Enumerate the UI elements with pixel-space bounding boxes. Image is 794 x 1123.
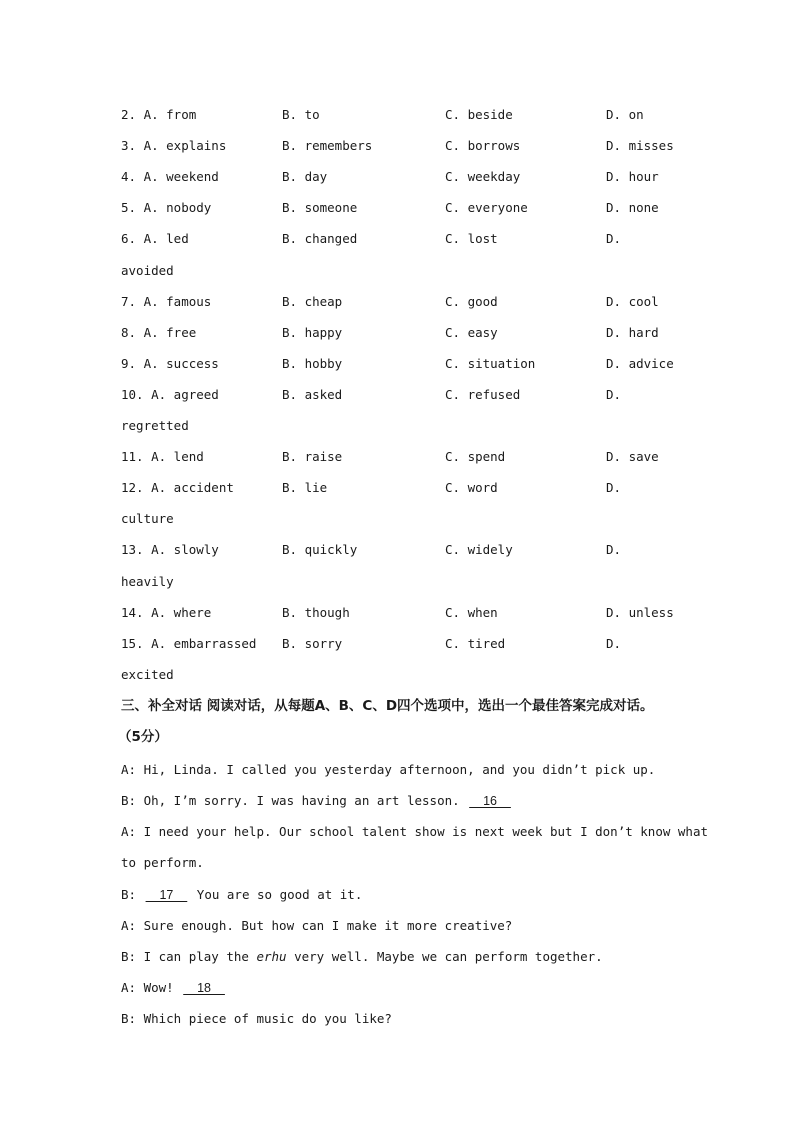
- question-option: 9. A. success: [121, 356, 219, 371]
- question-option: B. day: [282, 169, 328, 184]
- question-option: B. though: [282, 605, 350, 620]
- dialogue-speaker: B:: [121, 887, 144, 902]
- question-option: 5. A. nobody: [121, 200, 212, 215]
- question-option: C. good: [445, 294, 498, 309]
- question-option: B. someone: [282, 200, 358, 215]
- question-option-wrap: regretted: [121, 418, 189, 433]
- dialogue-line-2: [121, 793, 513, 809]
- question-option: C. lost: [445, 231, 498, 246]
- dialogue-line-3-cont: to perform.: [121, 855, 204, 870]
- question-option: C. word: [445, 480, 498, 495]
- question-option: C. situation: [445, 356, 536, 371]
- question-option: 14. A. where: [121, 605, 212, 620]
- dialogue-italic-word: erhu: [256, 949, 287, 964]
- question-option: D.: [606, 387, 622, 402]
- question-option: C. easy: [445, 325, 498, 340]
- question-option: 10. A. agreed: [121, 387, 219, 402]
- question-option: B. sorry: [282, 636, 343, 651]
- question-option: C. widely: [445, 542, 513, 557]
- question-option: D. misses: [606, 138, 674, 153]
- dialogue-line-5: A: Sure enough. But how can I make it more creative?: [121, 918, 513, 933]
- question-option: 6. A. led: [121, 231, 189, 246]
- question-option-wrap: avoided: [121, 263, 174, 278]
- question-option: D. hard: [606, 325, 659, 340]
- question-option: C. beside: [445, 107, 513, 122]
- question-option: D.: [606, 542, 622, 557]
- question-option: D. hour: [606, 169, 659, 184]
- question-option: B. hobby: [282, 356, 343, 371]
- question-option: B. cheap: [282, 294, 343, 309]
- dialogue-text: You are so good at it.: [189, 887, 363, 902]
- question-option: B. changed: [282, 231, 358, 246]
- question-option: C. refused: [445, 387, 521, 402]
- dialogue-line-6: [121, 949, 603, 965]
- dialogue-line-1: A: Hi, Linda. I called you yesterday afternoon, and you didn’t pick up.: [121, 762, 656, 777]
- question-option: B. asked: [282, 387, 343, 402]
- question-option: C. borrows: [445, 138, 521, 153]
- question-option: B. happy: [282, 325, 343, 340]
- dialogue-text: B: I can play the: [121, 949, 257, 964]
- question-option: D.: [606, 231, 622, 246]
- question-option: D. advice: [606, 356, 674, 371]
- question-option: D. on: [606, 107, 644, 122]
- question-option: D.: [606, 480, 622, 495]
- question-option: B. raise: [282, 449, 343, 464]
- question-option-wrap: culture: [121, 511, 174, 526]
- dialogue-line-7: [121, 980, 227, 996]
- dialogue-line-3: A: I need your help. Our school talent show is next week but I don’t know what: [121, 824, 708, 839]
- question-option: 3. A. explains: [121, 138, 227, 153]
- question-option-wrap: heavily: [121, 574, 174, 589]
- question-option: 13. A. slowly: [121, 542, 219, 557]
- question-option: C. everyone: [445, 200, 528, 215]
- question-option: C. tired: [445, 636, 506, 651]
- question-option-wrap: excited: [121, 667, 174, 682]
- section-heading: 三、补全对话 阅读对话，从每题A、B、C、D四个选项中，选出一个最佳答案完成对话。: [121, 698, 654, 714]
- dialogue-line-8: B: Which piece of music do you like?: [121, 1011, 392, 1026]
- question-option: 7. A. famous: [121, 294, 212, 309]
- dialogue-text: B: Oh, I’m sorry. I was having an art lesson.: [121, 793, 468, 808]
- answer-blank-17[interactable]: 17: [145, 888, 188, 902]
- dialogue-text: very well. Maybe we can perform together.: [286, 949, 603, 964]
- question-option: B. lie: [282, 480, 328, 495]
- question-option: C. spend: [445, 449, 506, 464]
- question-option: 15. A. embarrassed: [121, 636, 257, 651]
- question-option: B. to: [282, 107, 320, 122]
- question-option: B. quickly: [282, 542, 358, 557]
- question-option: C. when: [445, 605, 498, 620]
- question-option: 2. A. from: [121, 107, 197, 122]
- question-option: C. weekday: [445, 169, 521, 184]
- question-option: D. save: [606, 449, 659, 464]
- answer-blank-16[interactable]: 16: [469, 794, 511, 808]
- question-option: 12. A. accident: [121, 480, 234, 495]
- question-option: 8. A. free: [121, 325, 197, 340]
- question-option: 4. A. weekend: [121, 169, 219, 184]
- dialogue-speaker: A: Wow!: [121, 980, 182, 995]
- question-option: D.: [606, 636, 622, 651]
- question-option: D. none: [606, 200, 659, 215]
- question-option: B. remembers: [282, 138, 373, 153]
- answer-blank-18[interactable]: 18: [183, 981, 225, 995]
- question-option: D. unless: [606, 605, 674, 620]
- dialogue-line-4: [121, 887, 362, 903]
- section-score: （5分）: [118, 729, 168, 745]
- question-option: D. cool: [606, 294, 659, 309]
- question-option: 11. A. lend: [121, 449, 204, 464]
